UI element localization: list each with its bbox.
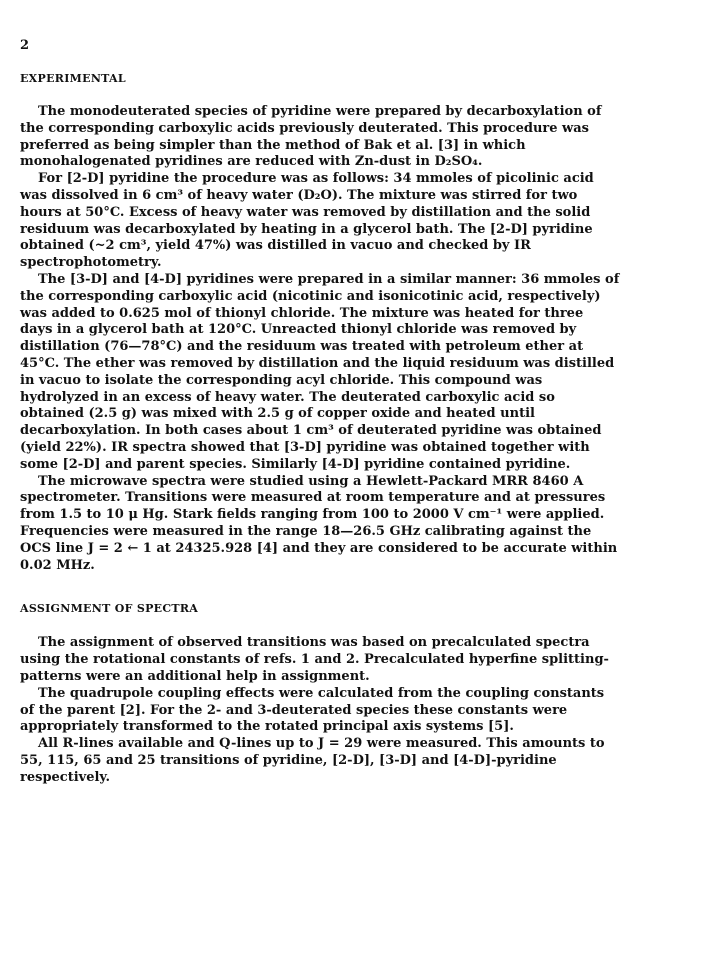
- section-body-assignment: [20, 635, 620, 786]
- paragraph: The [3-D] and [4-D] pyridines were prepared in a similar manner: 36 mmoles of the corresponding carboxylic acid (nicotinic and isonicotinic acid, respectively) was added to 0.625 mol of thionyl chloride. The mixture was heated for three days in a glycerol bath at 120°C. Unreacted thionyl chloride was removed by distillation (76—78°C) and the residuum was treated with petroleum ether at 45°C. The ether was removed by distillation and the liquid residuum was distilled in vacuo to isolate the corresponding acyl chloride. This compound was hydrolyzed in an excess of heavy water. The deuterated carboxylic acid so obtained (2.5 g) was mixed with 2.5 g of copper oxide and heated until decarboxylation. In both cases about 1 cm³ of deuterated pyridine was obtained (yield 22%). IR spectra showed that [3-D] pyridine was obtained together with some [2-D] and parent species. Similarly [4-D] pyridine contained pyridine.: [20, 271, 620, 472]
- section-heading-experimental: EXPERIMENTAL: [20, 72, 126, 85]
- paragraph: All R-lines available and Q-lines up to J = 29 were measured. This amounts to 55, 115, 65 and 25 transitions of pyridine, [2-D], [3-D] and [4-D]-pyridine respectively.: [20, 736, 605, 785]
- paragraph: The microwave spectra were studied using a Hewlett-Packard MRR 8460 A spectrometer. Transitions were measured at room temperature and at pressures from 1.5 to 10 μ Hg. Stark fields ranging from 100 to 2000 V cm⁻¹ were applied. Frequencies were measured in the range 18—26.5 GHz calibrating against the OCS line J = 2 ← 1 at 24325.928 [4] and they are considered to be accurate within 0.02 MHz.: [20, 473, 618, 573]
- paragraph: The assignment of observed transitions was based on precalculated spectra using the rotational constants of refs. 1 and 2. Precalculated hyperfine splitting-patterns were an additional help in assignment.: [20, 635, 609, 684]
- paragraph: The quadrupole coupling effects were calculated from the coupling constants of the parent [2]. For the 2- and 3-deuterated species these constants were appropriately transformed to the rotated principal axis systems [5].: [20, 685, 605, 735]
- page-number: 2: [20, 38, 30, 53]
- paragraph: For [2-D] pyridine the procedure was as follows: 34 mmoles of picolinic acid was dissolved in 6 cm³ of heavy water (D₂O). The mixture was stirred for two hours at 50°C. Excess of heavy water was removed by distillation and the solid residuum was decarboxylated by heating in a glycerol bath. The [2-D] pyridine obtained (~2 cm³, yield 47%) was distilled in vacuo and checked by IR spectrophotometry.: [20, 171, 594, 271]
- section-heading-assignment: ASSIGNMENT OF SPECTRA: [20, 602, 199, 616]
- section-body-experimental: [20, 104, 620, 574]
- paragraph: The monodeuterated species of pyridine were prepared by decarboxylation of the corresponding carboxylic acids previously deuterated. This procedure was preferred as being simpler than the method of Bak et al. [3] in which monohalogenated pyridines are reduced with Zn-dust in D₂SO₄.: [20, 104, 602, 170]
